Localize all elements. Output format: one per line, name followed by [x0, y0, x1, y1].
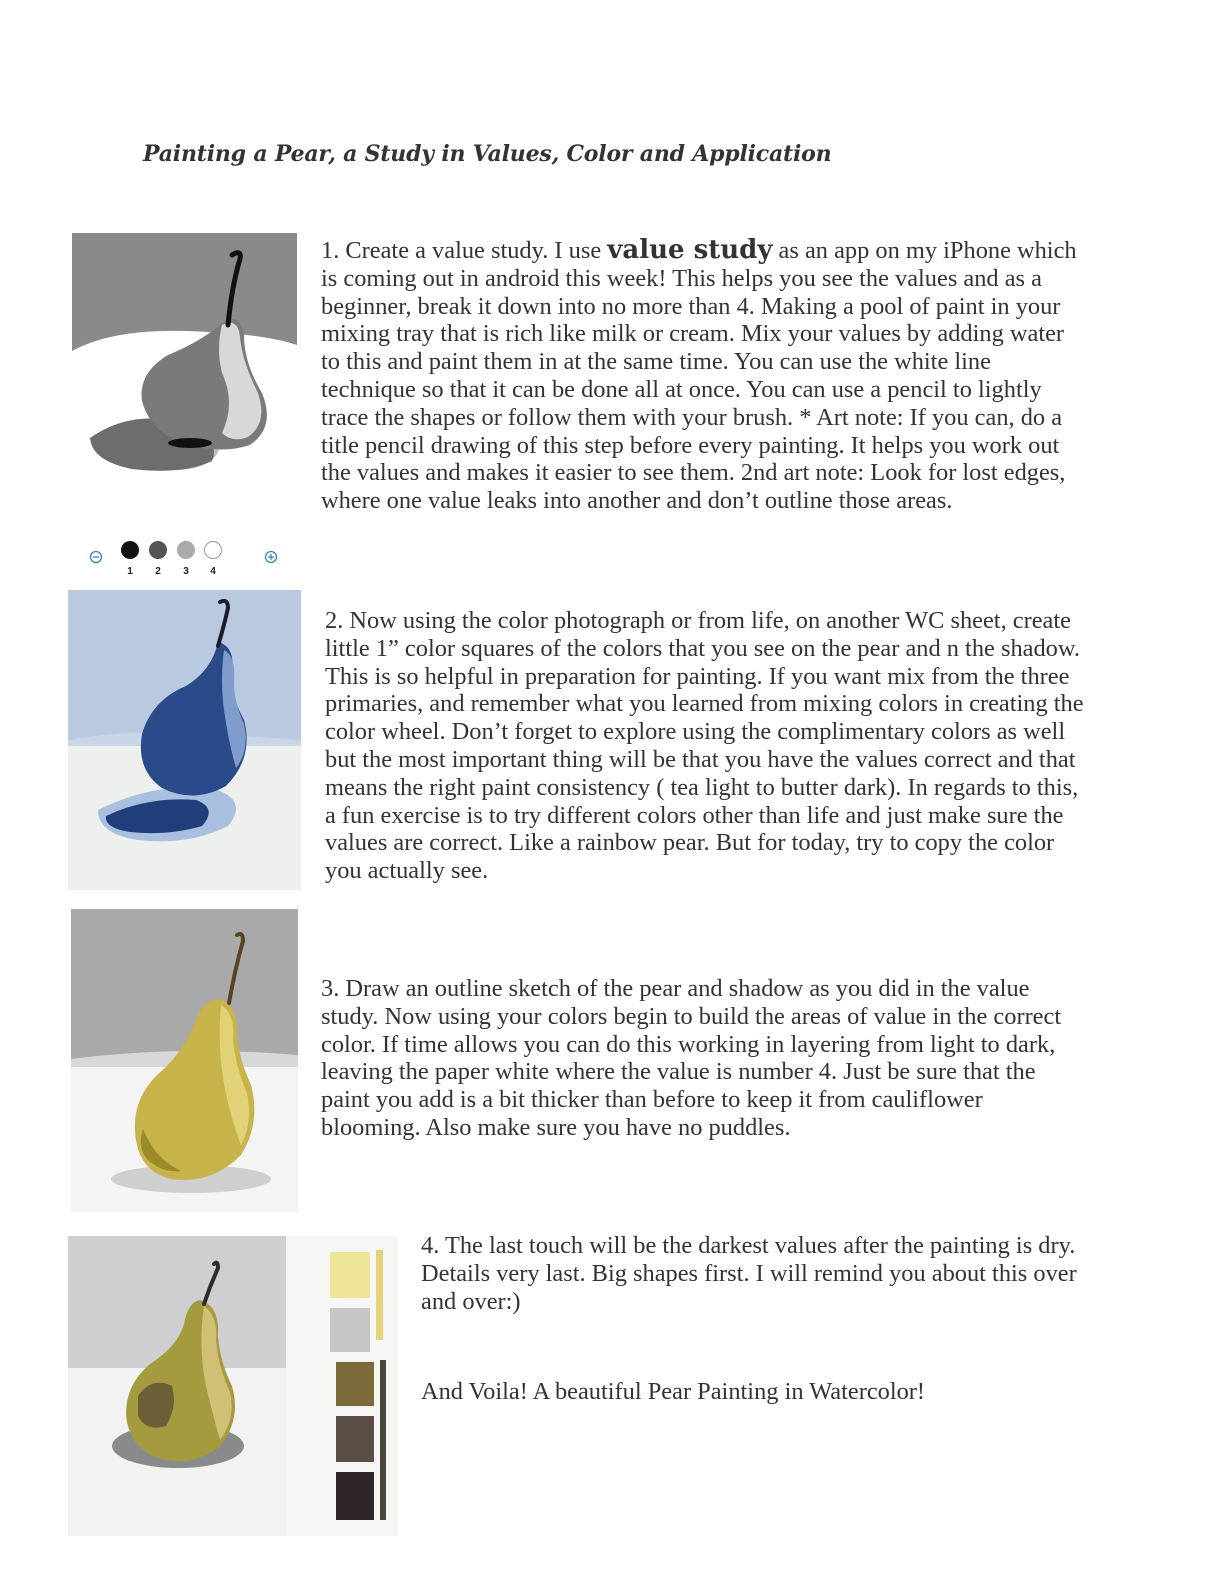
value-dot-4[interactable] [205, 542, 222, 559]
blue-pear-painting-image [68, 590, 301, 890]
value-dot-2[interactable] [149, 541, 167, 559]
value-label-2: 2 [155, 566, 161, 577]
value-scale [86, 538, 282, 582]
value-label-4: 4 [210, 566, 216, 577]
step-1-prefix: 1. Create a value study. I use [321, 237, 608, 264]
value-dot-3[interactable] [177, 541, 195, 559]
closing-text: And Voila! A beautiful Pear Painting in Watercolor! [421, 1378, 926, 1405]
step-4-text: 4. The last touch will be the darkest values after the painting is dry. Details very last. Big shapes first. I will remind you about this over and over:) [421, 1232, 1077, 1315]
step-1-text [321, 237, 1081, 515]
yellow-pear-photo-image [71, 909, 298, 1213]
step-3-text: 3. Draw an outline sketch of the pear and shadow as you did in the value study. Now using your colors begin to build the areas of value in the correct color. If time allows you can do this working in layering from light to dark, leaving the paper white where the value is number 4. Just be sure that the paint you add is a bit thicker than before to keep it from cauliflower blooming. Also make sure you have no puddles. [321, 975, 1062, 1141]
value-study-link[interactable]: value study [607, 235, 773, 265]
step-2-text: 2. Now using the color photograph or from life, on another WC sheet, create little 1” color squares of the colors that you see on the pear and n the shadow. This is so helpful in preparation for painting. If you want mix from the three primaries, and remember what you learned from mixing colors in creating the color wheel. Don’t forget to explore using the complimentary colors as well but the most important thing will be that you have the values correct and that means the right paint consistency ( tea light to butter dark). In regards to this, a fun exercise is to try different colors other than life and just make sure the values are correct. Like a rainbow pear. But for today, try to copy the color you actually see. [325, 607, 1084, 885]
finished-pear-painting-image [68, 1236, 398, 1536]
step-1-body: as an app on my iPhone which is coming out in android this week! This helps you see the values and as a beginner, break it down into no more than 4. Making a pool of paint in your mixing tray that is rich like milk or cream. Mix your values by adding water to this and paint them in at the same time. You can use the white line technique so that it can be done all at once. You can use a pencil to lightly trace the shapes or follow them with your brush. * Art note: If you can, do a title pencil drawing of this step before every painting. It helps you work out the values and makes it easier to see them. 2nd art note: Look for lost edges, where one value leaks into another and don’t outline those areas. [321, 237, 1077, 515]
value-label-1: 1 [127, 566, 133, 577]
value-label-3: 3 [183, 566, 189, 577]
value-study-image [72, 233, 297, 476]
value-dot-1[interactable] [121, 541, 139, 559]
page-title: Painting a Pear, a Study in Values, Color and Application [143, 141, 832, 167]
